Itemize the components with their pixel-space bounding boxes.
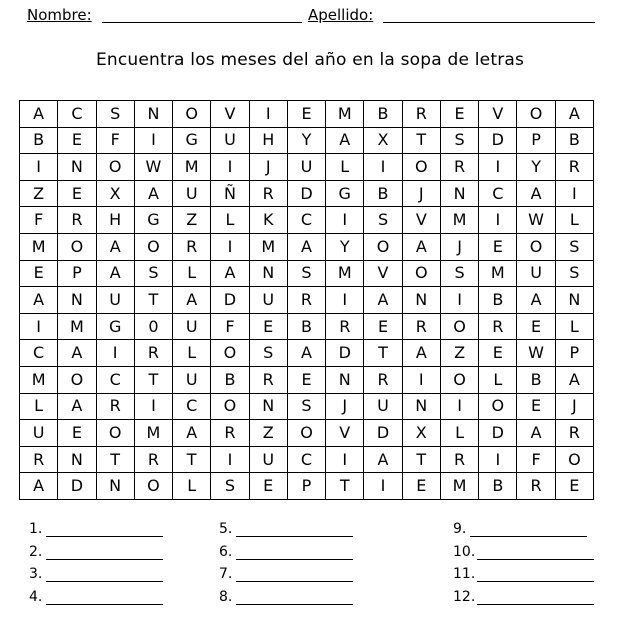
grid-cell[interactable]: R [211,420,249,447]
grid-cell[interactable]: N [402,287,440,314]
grid-cell[interactable]: W [517,340,555,367]
grid-row [20,233,594,260]
grid-cell[interactable]: L [440,420,478,447]
grid-cell[interactable]: G [96,313,134,340]
grid-cell[interactable]: L [326,154,364,181]
grid-cell[interactable]: D [479,127,517,154]
grid-cell[interactable]: R [555,420,593,447]
grid-cell[interactable]: I [134,127,172,154]
grid-cell[interactable]: A [517,420,555,447]
grid-cell[interactable]: T [134,287,172,314]
grid-cell[interactable]: V [364,260,402,287]
grid-cell[interactable]: B [20,127,58,154]
grid-cell[interactable]: M [173,154,211,181]
grid-cell[interactable]: S [249,340,287,367]
grid-cell[interactable]: J [555,393,593,420]
grid-cell[interactable]: A [96,233,134,260]
grid-cell[interactable]: S [440,127,478,154]
answer-blank[interactable] [236,604,353,605]
grid-cell[interactable]: U [96,287,134,314]
grid-cell[interactable]: V [211,101,249,128]
grid-cell[interactable]: O [440,366,478,393]
grid-cell[interactable]: A [555,366,593,393]
grid-cell[interactable]: A [517,180,555,207]
answer-item [219,589,232,609]
grid-cell[interactable]: L [479,366,517,393]
grid-cell[interactable]: O [211,340,249,367]
grid-cell[interactable]: U [211,127,249,154]
grid-cell[interactable]: T [402,446,440,473]
answer-blank[interactable] [46,581,163,582]
grid-cell[interactable]: X [96,180,134,207]
grid-cell[interactable]: I [555,180,593,207]
grid-cell[interactable]: J [440,233,478,260]
grid-cell[interactable]: U [249,446,287,473]
grid-cell[interactable]: A [20,101,58,128]
grid-cell[interactable]: A [20,287,58,314]
grid-cell[interactable]: A [555,101,593,128]
answer-item [453,566,475,586]
grid-cell[interactable]: S [134,260,172,287]
grid-cell[interactable]: P [287,473,325,500]
grid-cell[interactable]: E [517,313,555,340]
grid-cell[interactable]: N [249,260,287,287]
grid-cell[interactable]: F [211,313,249,340]
grid-cell[interactable]: D [364,420,402,447]
grid-row [20,207,594,234]
grid-cell[interactable]: A [173,420,211,447]
answer-blank[interactable] [236,559,353,560]
grid-cell[interactable]: R [364,366,402,393]
grid-cell[interactable]: R [517,473,555,500]
grid-cell[interactable]: U [287,154,325,181]
grid-cell[interactable]: A [211,260,249,287]
grid-cell[interactable]: A [326,127,364,154]
grid-cell[interactable]: I [134,393,172,420]
grid-cell[interactable]: O [517,233,555,260]
grid-cell[interactable]: D [58,473,96,500]
grid-cell[interactable]: P [555,340,593,367]
answer-number: 12. [453,589,476,605]
grid-cell[interactable]: G [173,127,211,154]
grid-row [20,154,594,181]
grid-cell[interactable]: I [20,154,58,181]
grid-cell[interactable]: A [364,446,402,473]
answer-blank[interactable] [477,581,594,582]
grid-cell[interactable]: V [326,420,364,447]
grid-cell[interactable]: Y [326,233,364,260]
grid-cell[interactable]: O [479,393,517,420]
grid-row [20,287,594,314]
grid-cell[interactable]: I [211,233,249,260]
grid-cell[interactable]: R [287,287,325,314]
grid-cell[interactable]: D [287,180,325,207]
grid-cell[interactable]: C [58,101,96,128]
grid-cell[interactable]: L [20,393,58,420]
nombre-label: Nombre: [27,6,92,24]
grid-cell[interactable]: A [58,393,96,420]
grid-cell[interactable]: R [20,446,58,473]
grid-cell[interactable]: O [134,233,172,260]
grid-cell[interactable]: E [287,366,325,393]
grid-cell[interactable]: B [287,313,325,340]
grid-cell[interactable]: 0 [134,313,172,340]
grid-cell[interactable]: S [364,207,402,234]
grid-cell[interactable]: T [402,127,440,154]
grid-cell[interactable]: N [402,393,440,420]
grid-cell[interactable]: V [402,207,440,234]
grid-cell[interactable]: M [20,233,58,260]
grid-cell[interactable]: T [364,340,402,367]
grid-cell[interactable]: U [364,393,402,420]
grid-cell[interactable]: S [211,473,249,500]
grid-cell[interactable]: F [20,207,58,234]
answer-number: 2. [29,544,43,560]
answer-blank[interactable] [477,559,594,560]
grid-row [20,180,594,207]
answer-blank[interactable] [236,581,353,582]
grid-cell[interactable]: O [364,233,402,260]
grid-cell[interactable]: M [58,313,96,340]
grid-cell[interactable]: O [96,420,134,447]
grid-cell[interactable]: A [402,340,440,367]
grid-cell[interactable]: A [134,180,172,207]
grid-cell[interactable]: L [555,313,593,340]
grid-cell[interactable]: O [555,446,593,473]
grid-cell[interactable]: I [440,393,478,420]
grid-cell[interactable]: D [326,340,364,367]
grid-cell[interactable]: Z [20,180,58,207]
grid-cell[interactable]: M [440,473,478,500]
grid-cell[interactable]: M [20,366,58,393]
grid-cell[interactable]: S [96,101,134,128]
grid-cell[interactable]: O [134,473,172,500]
grid-cell[interactable]: S [440,260,478,287]
grid-cell[interactable]: Ñ [211,180,249,207]
grid-cell[interactable]: U [249,287,287,314]
grid-cell[interactable]: M [440,207,478,234]
answer-blank[interactable] [46,536,163,537]
grid-cell[interactable]: O [402,154,440,181]
answer-number: 11. [453,566,476,582]
apellido-field[interactable] [383,22,595,23]
grid-cell[interactable]: A [517,287,555,314]
grid-cell[interactable]: A [20,473,58,500]
grid-cell[interactable]: A [173,287,211,314]
answer-number: 6. [219,544,233,560]
grid-cell[interactable]: M [479,260,517,287]
answer-item [29,521,42,541]
grid-cell[interactable]: A [287,233,325,260]
grid-cell[interactable]: R [96,393,134,420]
grid-cell[interactable]: L [173,260,211,287]
answer-item [29,566,42,586]
grid-cell[interactable]: R [555,154,593,181]
grid-cell[interactable]: Z [440,340,478,367]
grid-cell[interactable]: O [440,313,478,340]
answer-list [0,521,620,621]
grid-cell[interactable]: A [364,287,402,314]
grid-row [20,446,594,473]
grid-cell[interactable]: O [402,260,440,287]
apellido-label: Apellido: [308,6,374,24]
grid-cell[interactable]: J [326,393,364,420]
grid-row [20,127,594,154]
grid-cell[interactable]: U [517,260,555,287]
grid-cell[interactable]: T [134,366,172,393]
grid-cell[interactable]: H [249,127,287,154]
grid-row [20,260,594,287]
grid-cell[interactable]: E [20,260,58,287]
answer-number: 1. [29,521,43,537]
answer-number: 10. [453,544,476,560]
grid-cell[interactable]: R [134,340,172,367]
grid-cell[interactable]: B [364,180,402,207]
grid-cell[interactable]: E [58,420,96,447]
grid-row [20,473,594,500]
grid-cell[interactable]: A [402,233,440,260]
grid-cell[interactable]: O [58,366,96,393]
grid-cell[interactable]: E [58,127,96,154]
grid-cell[interactable]: I [326,446,364,473]
grid-cell[interactable]: N [58,154,96,181]
grid-cell[interactable]: D [479,420,517,447]
grid-cell[interactable]: X [402,420,440,447]
grid-cell[interactable]: R [58,207,96,234]
grid-cell[interactable]: S [287,260,325,287]
grid-row [20,101,594,128]
grid-cell[interactable]: Y [287,127,325,154]
grid-cell[interactable]: I [364,154,402,181]
grid-cell[interactable]: G [326,180,364,207]
grid-cell[interactable]: I [211,154,249,181]
grid-cell[interactable]: L [173,340,211,367]
grid-cell[interactable]: B [211,366,249,393]
grid-cell[interactable]: N [440,180,478,207]
grid-cell[interactable]: E [479,233,517,260]
grid-cell[interactable]: K [249,207,287,234]
grid-cell[interactable]: C [287,207,325,234]
grid-cell[interactable]: T [173,446,211,473]
grid-cell[interactable]: J [402,180,440,207]
grid-cell[interactable]: A [58,340,96,367]
grid-cell[interactable]: J [249,154,287,181]
answer-item [219,566,232,586]
answer-item [453,544,475,564]
grid-cell[interactable]: E [517,393,555,420]
answer-blank[interactable] [236,536,353,537]
grid-cell[interactable]: O [211,393,249,420]
grid-cell[interactable]: E [555,473,593,500]
grid-cell[interactable]: U [173,366,211,393]
answer-item [219,544,232,564]
answer-number: 8. [219,589,233,605]
grid-cell[interactable]: N [134,101,172,128]
answer-item [219,521,232,541]
grid-cell[interactable]: I [326,207,364,234]
grid-row [20,420,594,447]
grid-cell[interactable]: M [249,233,287,260]
grid-cell[interactable]: E [58,180,96,207]
grid-cell[interactable]: W [517,207,555,234]
grid-cell[interactable]: I [440,287,478,314]
nombre-field[interactable] [102,22,302,23]
grid-cell[interactable]: Y [517,154,555,181]
grid-cell[interactable]: N [249,393,287,420]
grid-cell[interactable]: S [555,233,593,260]
grid-row [20,340,594,367]
grid-cell[interactable]: S [555,260,593,287]
grid-cell[interactable]: I [326,287,364,314]
grid-cell[interactable]: R [249,180,287,207]
answer-item [453,589,475,609]
grid-cell[interactable]: E [364,313,402,340]
grid-cell[interactable]: I [479,446,517,473]
grid-cell[interactable]: B [555,127,593,154]
answer-blank[interactable] [477,604,594,605]
grid-cell[interactable]: R [479,313,517,340]
answer-item [453,521,466,541]
grid-cell[interactable]: R [249,366,287,393]
grid-cell[interactable]: O [96,154,134,181]
grid-cell[interactable]: E [249,313,287,340]
grid-cell[interactable]: C [173,393,211,420]
grid-cell[interactable]: N [96,473,134,500]
grid-cell[interactable]: O [287,420,325,447]
grid-cell[interactable]: A [287,340,325,367]
grid-cell[interactable]: D [211,287,249,314]
grid-cell[interactable]: H [96,207,134,234]
grid-cell[interactable]: Z [249,420,287,447]
grid-cell[interactable]: R [402,101,440,128]
grid-cell[interactable]: S [287,393,325,420]
grid-cell[interactable]: V [479,101,517,128]
grid-cell[interactable]: R [440,154,478,181]
word-search-grid [19,100,594,500]
grid-row [20,313,594,340]
answer-blank[interactable] [46,604,163,605]
grid-cell[interactable]: R [402,313,440,340]
grid-cell[interactable]: I [96,340,134,367]
grid-cell[interactable]: G [134,207,172,234]
grid-cell[interactable]: M [134,420,172,447]
grid-cell[interactable]: L [555,207,593,234]
page-title: Encuentra los meses del año en la sopa de letras [95,50,525,70]
grid-cell[interactable]: E [402,473,440,500]
answer-blank[interactable] [470,536,587,537]
grid-cell[interactable]: B [364,101,402,128]
grid-cell[interactable]: C [20,340,58,367]
grid-cell[interactable]: O [173,101,211,128]
student-info-header [27,4,597,28]
answer-number: 9. [453,521,467,537]
grid-cell[interactable]: N [58,287,96,314]
grid-cell[interactable]: B [479,473,517,500]
grid-row [20,393,594,420]
grid-cell[interactable]: E [440,101,478,128]
grid-cell[interactable]: C [479,180,517,207]
grid-cell[interactable]: C [96,366,134,393]
answer-number: 3. [29,566,43,582]
grid-cell[interactable]: E [287,101,325,128]
grid-cell[interactable]: N [58,446,96,473]
grid-cell[interactable]: I [364,473,402,500]
grid-cell[interactable]: U [20,420,58,447]
grid-cell[interactable]: R [326,313,364,340]
answer-number: 5. [219,521,233,537]
grid-cell[interactable]: R [134,446,172,473]
answer-item [29,589,42,609]
grid-cell[interactable]: Z [173,207,211,234]
grid-cell[interactable]: I [402,366,440,393]
grid-cell[interactable]: X [364,127,402,154]
grid-cell[interactable]: B [517,366,555,393]
answer-item [29,544,42,564]
grid-cell[interactable]: M [326,260,364,287]
grid-cell[interactable]: W [134,154,172,181]
grid-cell[interactable]: T [326,473,364,500]
grid-cell[interactable]: B [479,287,517,314]
grid-cell[interactable]: N [326,366,364,393]
grid-cell[interactable]: P [58,260,96,287]
grid-cell[interactable]: F [517,446,555,473]
grid-cell[interactable]: O [517,101,555,128]
grid-cell[interactable]: F [96,127,134,154]
grid-cell[interactable]: U [173,180,211,207]
grid-cell[interactable]: I [249,101,287,128]
grid-cell[interactable]: R [440,446,478,473]
grid-cell[interactable]: M [326,101,364,128]
grid-cell[interactable]: C [287,446,325,473]
grid-cell[interactable]: T [96,446,134,473]
grid-row [20,366,594,393]
grid-cell[interactable]: R [173,233,211,260]
grid-cell[interactable]: E [249,473,287,500]
grid-cell[interactable]: I [211,446,249,473]
grid-cell[interactable]: I [20,313,58,340]
answer-number: 7. [219,566,233,582]
answer-number: 4. [29,589,43,605]
grid-cell[interactable]: O [58,233,96,260]
grid-cell[interactable]: E [479,340,517,367]
grid-cell[interactable]: L [173,473,211,500]
grid-cell[interactable]: U [173,313,211,340]
grid-cell[interactable]: L [211,207,249,234]
grid-cell[interactable]: A [96,260,134,287]
answer-blank[interactable] [46,559,163,560]
grid-cell[interactable]: P [517,127,555,154]
grid-cell[interactable]: I [479,154,517,181]
grid-cell[interactable]: N [555,287,593,314]
grid-cell[interactable]: I [479,207,517,234]
